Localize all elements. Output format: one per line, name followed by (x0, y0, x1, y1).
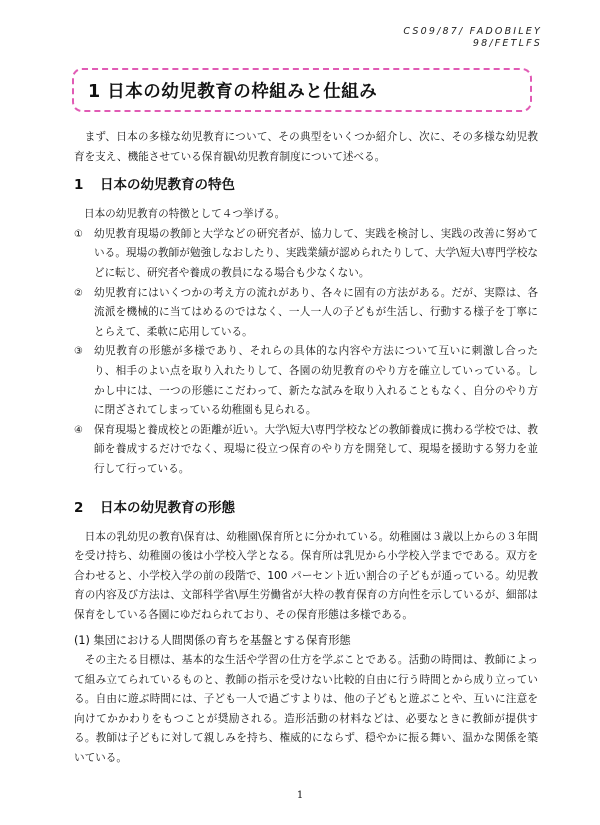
list-item-marker: ④ (74, 424, 83, 436)
section-1-title: 日本の幼児教育の特色 (100, 177, 235, 194)
header-code (403, 26, 542, 50)
feature-list (74, 225, 538, 480)
section-1-intro: 日本の幼児教育の特徴として４つ挙げる。 (84, 208, 286, 221)
list-item-text: 保育現場と養成校との距離が近い。大学\短大\専門学校などの教師養成に携わる学校では、教師を養成するだけでなく、現場に役立つ保育のやり方を開発して、現場を援助する努力を並行して行っている。 (94, 423, 538, 475)
chapter-title: 1 日本の幼児教育の枠組みと仕組み (88, 81, 378, 102)
header-code-line2: 98/FETLFS (472, 38, 542, 49)
list-item-marker: ② (74, 287, 83, 299)
list-item (74, 342, 538, 420)
list-item-text: 幼児教育現場の教師と大学などの研究者が、協力して、実践を検討し、実践の改善に努めている。現場の教師が勉強しなおしたり、実践業績が認められたりして、大学\短大\専門学校などに転じ、研究者や養成の教員になる場合も少なくない。 (94, 227, 538, 279)
intro-paragraph: まず、日本の多様な幼児教育について、その典型をいくつか紹介し、次に、その多様な幼児教育を支え、機能させている保育観\幼児教育制度について述べる。 (74, 131, 538, 163)
list-item-text: 幼児教育の形態が多様であり、それらの具体的な内容や方法について互いに刺激し合ったり、相手のよい点を取り入れたりして、各園の幼児教育のやり方を確立していっている。しかし中には、一つの形態にこだわって、新たな試みを取り入れることもなく、自分のやり方に閉ざされてしまっている幼稚園も見られる。 (94, 345, 538, 417)
list-item-text: 幼児教育にはいくつかの考え方の流れがあり、各々に固有の方法がある。だが、実際は、各流派を機械的に当てはめるのではなく、一人一人の子どもが生活し、行動する様子を丁寧にとらえて、柔軟に応用している。 (94, 286, 538, 338)
list-item-marker: ③ (74, 346, 83, 358)
page-number: 1 (296, 790, 304, 801)
list-item (74, 421, 538, 480)
chapter-title-box (72, 68, 532, 112)
list-item (74, 284, 538, 343)
list-item (74, 225, 538, 284)
section-2-title: 日本の幼児教育の形態 (100, 499, 235, 516)
section-2-heading (74, 498, 538, 518)
document-body (74, 128, 538, 769)
subsection-paragraph: その主たる目標は、基本的な生活や学習の仕方を学ぶことである。活動の時間は、教師によって組み立てられているものと、教師の指示を受けない比較的自由に行う時間とから成り立っている。自由に遊ぶ時間には、子ども一人で過ごすよりは、他の子どもと遊ぶことや、互いに注意を向けてかかわりをもつことが奨励される。造形活動の材料などは、必要なときに教師が提供する。教師は子どもに対して親しみを持ち、権威的にならず、穏やかに振る舞い、温かな関係を築いている。 (74, 654, 538, 765)
header-code-line1: CS09/87/ FADOBILEY (403, 26, 542, 37)
section-2-paragraph: 日本の乳幼児の教育\保育は、幼稚園\保育所とに分かれている。幼稚園は３歳以上からの３年間を受け持ち、幼稚園の後は小学校入学となる。保育所は乳児から小学校入学までである。双方を合わせると、小学校入学の前の段階で、100 パーセント近い割合の子どもが通っている。幼児教育の内容及び方法は、文部科学省\厚生労働省が大枠の教育保育の方向性を示しているが、細部は保育をしている各園にゆだねられており、その保育形態は多様である。 (74, 530, 538, 621)
subsection-heading: (1) 集団における人間関係の育ちを基盤とする保育形態 (74, 634, 351, 648)
list-item-marker: ① (74, 228, 83, 240)
section-2-number: 2 (74, 499, 84, 516)
section-1-number: 1 (74, 177, 84, 194)
section-1-heading (74, 175, 538, 195)
